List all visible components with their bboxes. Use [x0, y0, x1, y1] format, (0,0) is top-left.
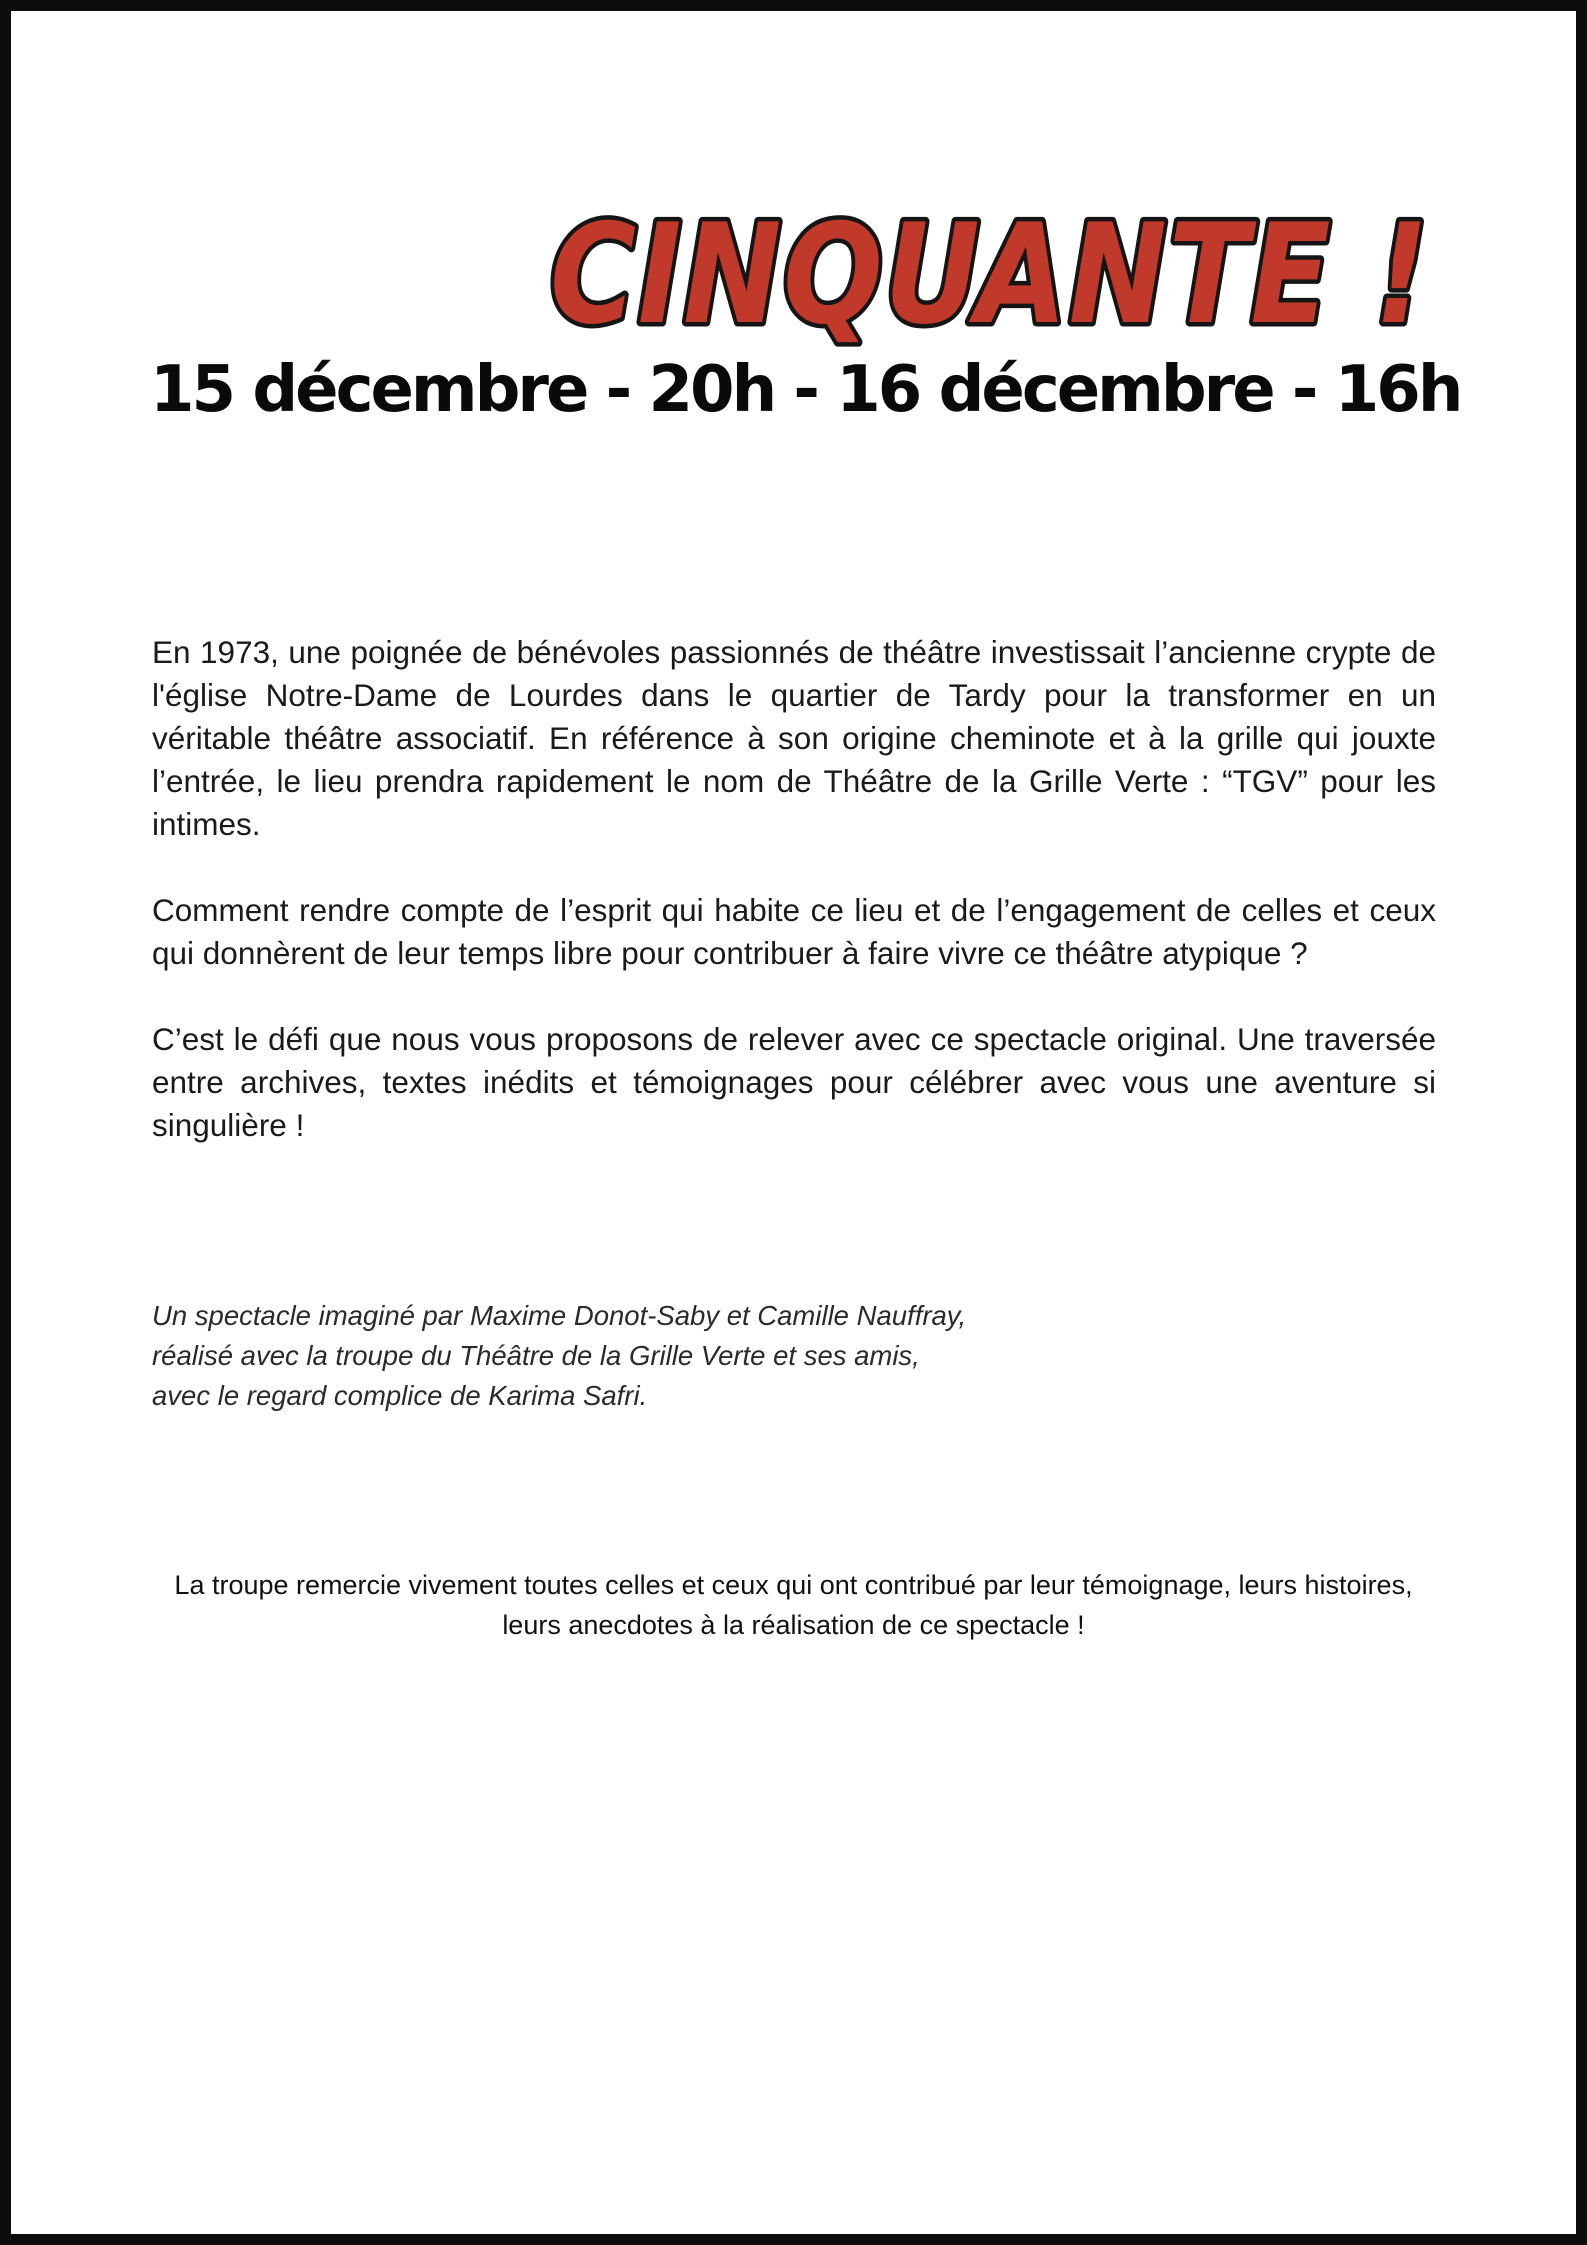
- credits: [152, 1296, 1052, 1416]
- title-logo: [530, 190, 1450, 360]
- description: [152, 631, 1436, 1190]
- credits-line: Un spectacle imaginé par Maxime Donot-Saby et Camille Nauffray,: [152, 1300, 967, 1331]
- description-paragraph: Comment rendre compte de l’esprit qui habite ce lieu et de l’engagement de celles et ceux qui donnèrent de leur temps libre pour contribuer à faire vivre ce théâtre atypique ?: [152, 892, 1436, 971]
- description-paragraph: C’est le défi que nous vous proposons de relever avec ce spectacle original. Une traversée entre archives, textes inédits et témoignages pour célébrer avec vous une aventure si singulière !: [152, 1021, 1436, 1143]
- description-paragraph: En 1973, une poignée de bénévoles passionnés de théâtre investissait l’ancienne crypte de l'église Notre-Dame de Lourdes dans le quartier de Tardy pour la transformer en un véritable théâtre associatif. En référence à son origine cheminote et à la grille qui jouxte l’entrée, le lieu prendra rapidement le nom de Théâtre de la Grille Verte : “TGV” pour les intimes.: [152, 634, 1436, 842]
- thanks-note: La troupe remercie vivement toutes celles et ceux qui ont contribué par leur témoignage, leurs histoires, leurs anecdotes à la réalisation de ce spectacle !: [174, 1570, 1413, 1640]
- credits-line: réalisé avec la troupe du Théâtre de la Grille Verte et ses amis,: [152, 1340, 920, 1371]
- performance-dates: 15 décembre - 20h - 16 décembre - 16h: [150, 353, 1461, 427]
- title-text: CINQUANTE !: [550, 194, 1430, 355]
- credits-line: avec le regard complice de Karima Safri.: [152, 1380, 648, 1411]
